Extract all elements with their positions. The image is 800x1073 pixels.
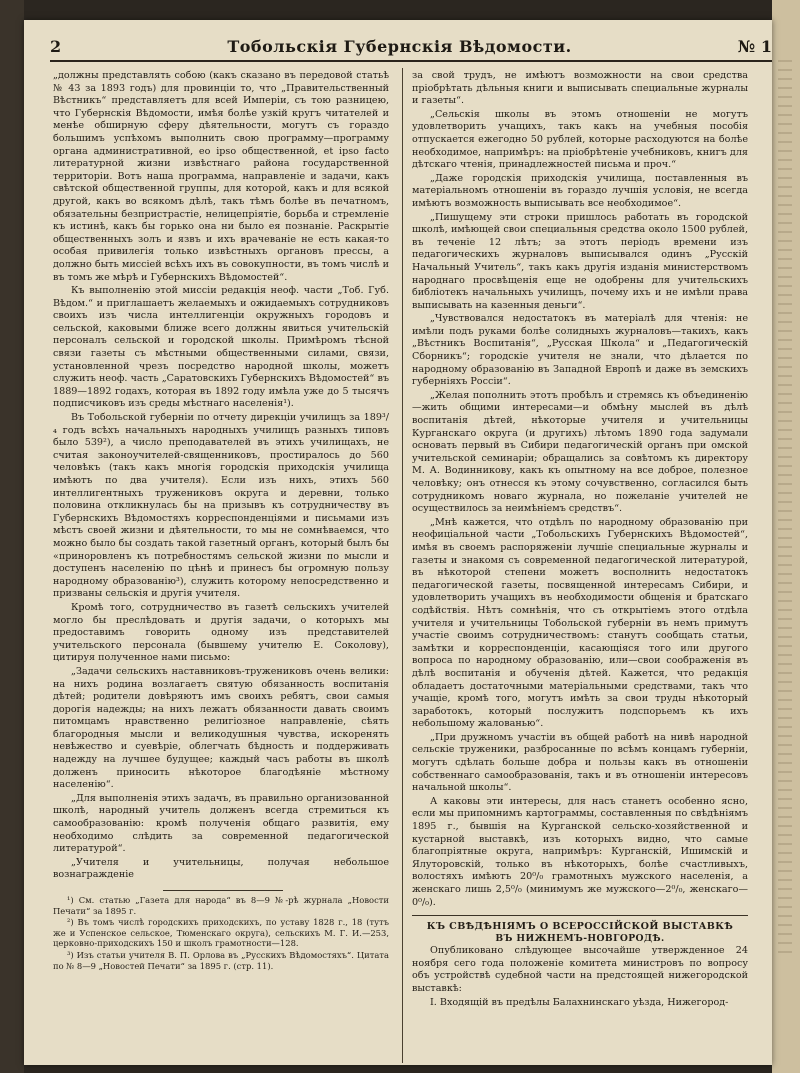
issue-number: № 1 (737, 37, 772, 56)
paragraph: „Мнѣ кажется, что отдѣлъ по народному образованію при неофиціальной части „Тобольскихъ Губернскихъ Вѣдомостей“, имѣя въ своемъ распоряженіи лучшіе специальные журналы и газеты и знакомя съ современной педагогической литературой, въ нѣкоторой степени можетъ восполнить недостатокъ педагогической газеты, посвященной интересамъ Сибири, и удовлетворить учащихъ въ необходимости общенія и братскаго содѣйствія. Нѣтъ сомнѣнія, что съ открытіемъ этого отдѣла учителя и учительницы Тобольской губерніи въ немъ примутъ участіе своимъ сотрудничествомъ: станутъ сообщать статьи, замѣтки и корреспонденціи, касающіяся того или другого вопроса по народному образованію, или—свои соображенія въ дѣлѣ воспитанія и обученія дѣтей. Кажется, что редакція обладаетъ достаточными матеріальными средствами, такъ что учащіе, кромѣ того, могутъ имѣть за свои труды нѣкоторый заработокъ, который послужитъ подспорьемъ къ ихъ небольшому жалованью“. (412, 516, 748, 730)
footnote: ²) Въ томъ числѣ городскихъ приходскихъ, по уставу 1828 г., 18 (тутъ же и Успенское сельское, Тюменскаго округа), сельскихъ М. Г. И.—253, церковно-приходскихъ 150 и школъ грамотности—128. (53, 917, 389, 949)
book-gutter-shadow (0, 0, 24, 1073)
paragraph: за свой трудъ, не имѣютъ возможности на свои средства пріобрѣтать дѣльныя книги и выписывать специальные журналы и газеты“. (412, 70, 748, 107)
paragraph: Кромѣ того, сотрудничество въ газетѣ сельскихъ учителей могло бы преслѣдовать и другія задачи, о которыхъ мы предоставимъ говорить одному изъ представителей учительского персонала (бывшему учителю Е. Соколову), цитируя полученное нами письмо: (53, 601, 389, 664)
left-column (53, 70, 389, 972)
section-heading-line1: КЪ СВѢДѢНІЯМЪ О ВСЕРОССІЙСКОЙ ВЫСТАВКѢ (426, 921, 734, 933)
paragraph: „Задачи сельскихъ наставниковъ-тружениковъ очень велики: на нихъ родина возлагаетъ святую обязанность воспитанія дѣтей; родители довѣряютъ имъ своихъ ребятъ, свои самыя дорогія надежды; на нихъ лежатъ обязанности давать своимъ питомцамъ нравственно религіозное направленіе, сѣять благородныя мысли и великодушныя чувства, искоренять невѣжество и суевѣріе, облегчать бѣдность и поддерживать надежду на лучшее будущее; каждый часъ работы въ школѣ долженъ приносить нѣкоторое благодѣяніе мѣстному населенію“. (53, 665, 389, 791)
paragraph: „При дружномъ участіи въ общей работѣ на нивѣ народной сельскіе труженики, разбросанные по всѣмъ концамъ губерніи, могутъ сдѣлать больше добра и пользы какъ въ отношеніи собственнаго самообразованія, такъ и въ отношеніи интересовъ начальной школы“. (412, 731, 748, 794)
page-header (50, 32, 772, 62)
adjacent-page-edge (772, 0, 800, 1073)
paragraph: „Сельскія школы въ этомъ отношеніи не могутъ удовлетворить учащихъ, такъ какъ на учебныя пособія отпускается ежегодно 50 рублей, которые расходуются на болѣе необходимое, напримѣръ: на пріобрѣтеніе учебниковъ, книгъ для дѣтскаго чтенія, принадлежностей письма и проч.“ (412, 108, 748, 171)
newspaper-title: Тобольскія Губернскія Вѣдомости. (227, 37, 572, 56)
paragraph: Опубликовано слѣдующее высочайше утвержденное 24 ноября сего года положеніе комитета министровъ по вопросу объ устройствѣ судебной части на предстоящей нижегородской выставкѣ: (412, 945, 748, 994)
footnote: ³) Изъ статьи учителя В. П. Орлова въ „Русскихъ Вѣдомостяхъ“. Цитата по № 8—9 „Новостей Печати“ за 1895 г. (стр. 11). (53, 949, 389, 971)
paragraph: Къ выполненію этой миссіи редакція неоф. части „Тоб. Губ. Вѣдом.“ и приглашаетъ желаемыхъ и ожидаемыхъ сотрудниковъ своихъ изъ числа интеллигенціи окружныхъ городовъ и сельской, каковыми ближе всего должны явиться учительскій персоналъ сельской и городской школы. Примѣромъ тѣсной связи газеты съ мѣстными общественными силами, связи, установленной чрезъ посредство народной школы, можетъ служить неоф. часть „Саратовскихъ Губернскихъ Вѣдомостей“ въ 1889—1892 годахъ, которая въ 1892 году имѣла уже до 5 тысячъ подписчиковъ изъ среды мѣстнаго населенія¹). (53, 285, 389, 410)
section-heading (412, 915, 748, 945)
paragraph: „Пишущему эти строки пришлось работать въ городской школѣ, имѣющей свои специальныя средства около 1500 рублей, въ теченіе 12 лѣтъ; за этотъ періодъ времени изъ педагогическихъ журналовъ выписывался одинъ „Русскій Начальный Учитель“, такъ какъ другія изданія министерствомъ народнаго просвѣщенія еще не одобрены для учительскихъ библіотекъ начальныхъ училищъ, почему ихъ и не имѣли права выписывать на казенныя деньги“. (412, 211, 748, 311)
paragraph: А каковы эти интересы, для насъ станетъ особенно ясно, если мы припомнимъ картограммы, составленныя по свѣдѣніямъ 1895 г., бывшія на Курганской сельско-хозяйственной и кустарной выставкѣ, изъ которыхъ видно, что самые благопріятные округа, напримѣръ: Курганскій, Ишимскій и Ялуторовскій, только въ нѣкоторыхъ, болѣе счастливыхъ, волостяхъ имѣютъ 20⁰/₀ грамотныхъ мужского населенія, а женскаго лишь 2,5⁰/₀ (минимумъ же мужского—2⁰/₀, женскаго—0⁰/₀). (412, 795, 748, 908)
right-column (412, 70, 748, 1010)
footnote: ¹) См. статью „Газета для народа“ въ 8—9 №-рѣ журнала „Новости Печати“ за 1895 г. (53, 895, 389, 916)
paragraph: „Желая пополнить этотъ пробѣлъ и стремясь къ объединенію—жить общими интересами—и обмѣну мыслей въ дѣлѣ воспитанія дѣтей, нѣкоторые учителя и учительницы Курганскаго округа (и другихъ) лѣтомъ 1890 года задумали основать первый въ Сибири педагогическій органъ при омской учительской семинаріи; обращались за совѣтомъ къ директору М. А. Водинникову, какъ къ опытному на все доброе, полезное человѣку; онъ отнесся къ этому сочувственно, согласился быть сотрудникомъ новаго журнала, но пожеланіе учителей не осуществилось за неимѣніемъ средствъ“. (412, 389, 748, 515)
footnote-rule (163, 890, 283, 891)
section-heading-line2: ВЪ НИЖНЕМЪ-НОВГОРОДѢ. (495, 933, 665, 945)
paragraph: „Учителя и учительницы, получая небольшое вознагражденіе (53, 856, 389, 881)
column-divider (402, 68, 403, 1063)
paragraph: Въ Тобольской губерніи по отчету дирекціи училищъ за 189³/₄ годъ всѣхъ начальныхъ народныхъ училищъ разныхъ типовъ было 539²), а число преподавателей въ этихъ училищахъ, не считая законоучителей-священниковъ, простиралось до 560 человѣкъ (такъ какъ многія городскія приходскія училища имѣютъ по два учителя). Если изъ нихъ, этихъ 560 интеллигентныхъ тружениковъ округа и деревни, только половина откликнулась бы на призывъ къ сотрудничеству въ Губернскихъ Вѣдомостяхъ корреспонденціями и письмами изъ мѣстъ своей жизни и дѣятельности, то мы не сомнѣваемся, что можно было бы создать такой газетный органъ, который былъ бы «приноровленъ къ потребностямъ сельской жизни по мысли и доступенъ населенію по цѣнѣ и принесъ бы огромную пользу народному образованію³), служить которому непосредственно и призваны сельскія и другія учителя. (53, 412, 389, 600)
paragraph: „Даже городскія приходскія училища, поставленныя въ матеріальномъ отношеніи въ гораздо лучшія условія, не всегда имѣютъ возможность выписывать все необходимое“. (412, 172, 748, 209)
paragraph: I. Входящій въ предѣлы Балахнинскаго уѣзда, Нижегород- (430, 996, 729, 1008)
adjacent-page-ghost-text (778, 60, 792, 960)
paragraph: „Чувствовался недостатокъ въ матеріалѣ для чтенія: не имѣли подъ руками болѣе солидныхъ журналовъ—такихъ, какъ „Вѣстникъ Воспитанія“, „Русская Школа“ и „Педагогическій Сборникъ“; городскіе учителя не знали, что дѣлается по народному образованію въ Западной Европѣ и даже въ земскихъ губерніяхъ Россіи“. (412, 313, 748, 388)
page-number: 2 (50, 37, 62, 56)
paragraph: „должны представлять собою (какъ сказано въ передовой статьѣ № 43 за 1893 годъ) для провинціи то, что „Правительственный Вѣстникъ“ представляетъ для всей Имперіи, съ тою разницею, что Губернскія Вѣдомости, имѣя болѣе узкій кругъ читателей и менѣе обширную сферу дѣятельности, могутъ съ гораздо большимъ успѣхомъ выполнить свою программу—программу органа административной, eo ipso общественной, et ipso facto литературной жизни извѣстнаго района государственной территоріи. Вотъ наша программа, направленіе и задачи, какъ свѣтской общественной группы, для которой, какъ и для всякой другой, какъ во всякомъ дѣлѣ, такъ тѣмъ болѣе въ печатномъ, обязательны безпристрастіе, нелицепріятіе, борьба и стремленіе къ истинѣ, какъ бы горько она ни было ея познаніе. Раскрытіе общественныхъ золъ и язвъ и ихъ врачеваніе не есть какая-то особая привилегія только извѣстныхъ органовъ прессы, а должно быть миссіей всѣхъ ихъ въ совокупности, въ томъ числѣ и въ томъ же мѣрѣ и Губернскихъ Вѣдомостей“. (53, 70, 389, 283)
paragraph: „Для выполненія этихъ задачъ, въ правильно организованной школѣ, народный учитель долженъ всегда стремиться къ самообразованію: кромѣ полученія общаго развитія, ему необходимо слѣдить за современной педагогической литературой“. (53, 792, 389, 855)
